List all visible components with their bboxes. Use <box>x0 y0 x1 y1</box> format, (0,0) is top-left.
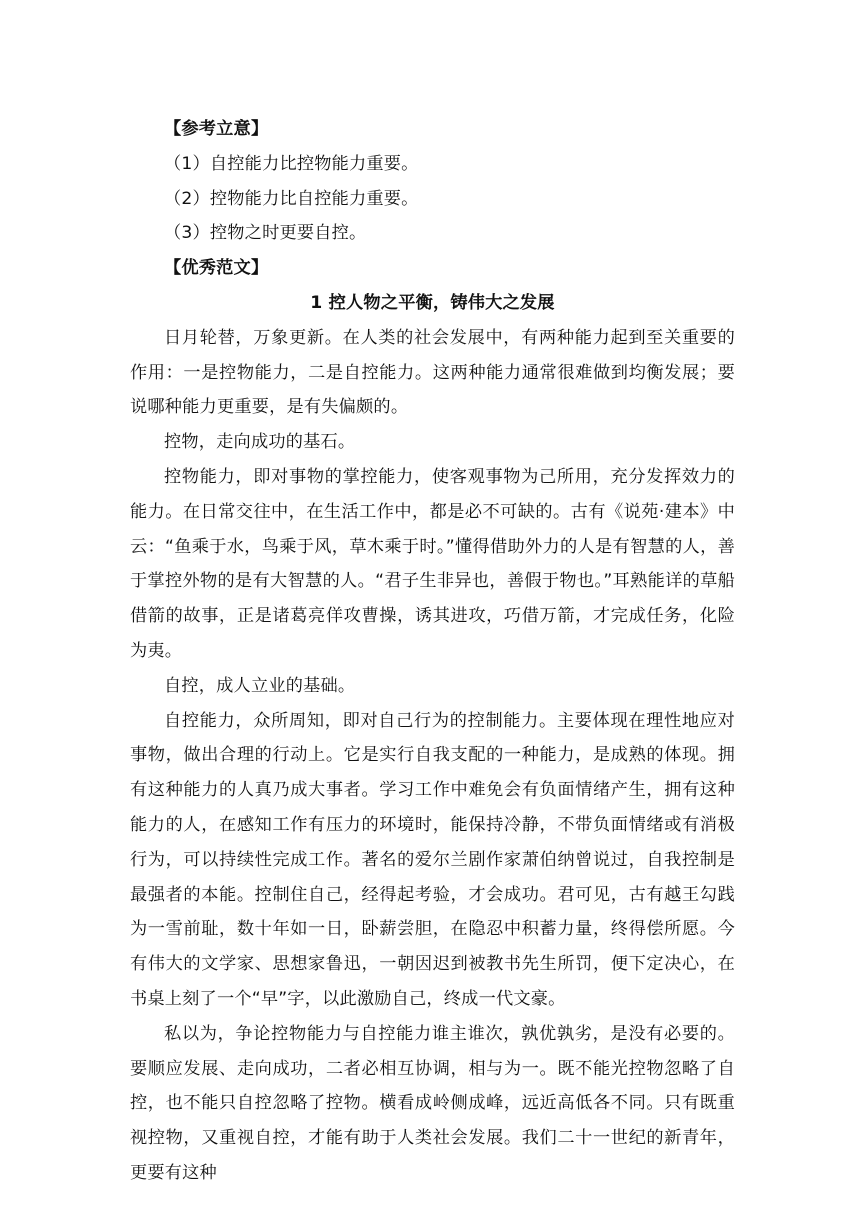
essay-paragraph-3: 控物能力，即对事物的掌控能力，使客观事物为己所用，充分发挥效力的能力。在日常交往中，在生活工作中，都是必不可缺的。古有《说苑·建本》中云：“鱼乘于水，鸟乘于风，草木乘于时。”懂得借助外力的人是有智慧的人，善于掌控外物的是有大智慧的人。“君子生非异也，善假于物也。”耳熟能详的草船借箭的故事，正是诸葛亮佯攻曹操，诱其进攻，巧借万箭，才完成任务，化险为夷。 <box>130 466 735 661</box>
reference-item-1: （1）自控能力比控物能力重要。 <box>164 153 419 174</box>
essay-paragraph-2: 控物，走向成功的基石。 <box>164 432 356 453</box>
reference-item-2: （2）控物能力比自控能力重要。 <box>164 188 419 209</box>
essay-paragraph-4: 自控，成人立业的基础。 <box>164 675 356 696</box>
essay-paragraph-6: 私以为，争论控物能力与自控能力谁主谁次，孰优孰劣，是没有必要的。要顺应发展、走向成功，二者必相互协调，相与为一。既不能光控物忽略了自控，也不能只自控忽略了控物。横看成岭侧成峰，远近高低各不同。只有既重视控物，又重视自控，才能有助于人类社会发展。我们二十一世纪的新青年，更要有这种 <box>130 1023 735 1183</box>
reference-heading: 【参考立意】 <box>164 119 269 139</box>
essay-title: 1 控人物之平衡，铸伟大之发展 <box>310 292 555 313</box>
document-body <box>130 112 735 1191</box>
essay-heading: 【优秀范文】 <box>164 258 269 279</box>
essay-paragraph-1: 日月轮替，万象更新。在人类的社会发展中，有两种能力起到至关重要的作用：一是控物能力，二是自控能力。这两种能力通常很难做到均衡发展；要说哪种能力更重要，是有失偏颇的。 <box>130 327 735 418</box>
essay-paragraph-5: 自控能力，众所周知，即对自己行为的控制能力。主要体现在理性地应对事物，做出合理的行动上。它是实行自我支配的一种能力，是成熟的体现。拥有这种能力的人真乃成大事者。学习工作中难免会有负面情绪产生，拥有这种能力的人，在感知工作有压力的环境时，能保持冷静，不带负面情绪或有消极行为，可以持续性完成工作。著名的爱尔兰剧作家萧伯纳曾说过，自我控制是最强者的本能。控制住自己，经得起考验，才会成功。君可见，古有越王勾践为一雪前耻，数十年如一日，卧薪尝胆，在隐忍中积蓄力量，终得偿所愿。今有伟大的文学家、思想家鲁迅，一朝因迟到被教书先生所罚，便下定决心，在书桌上刻了一个“早”字，以此激励自己，终成一代文豪。 <box>130 710 735 1009</box>
reference-item-3: （3）控物之时更要自控。 <box>164 223 367 244</box>
